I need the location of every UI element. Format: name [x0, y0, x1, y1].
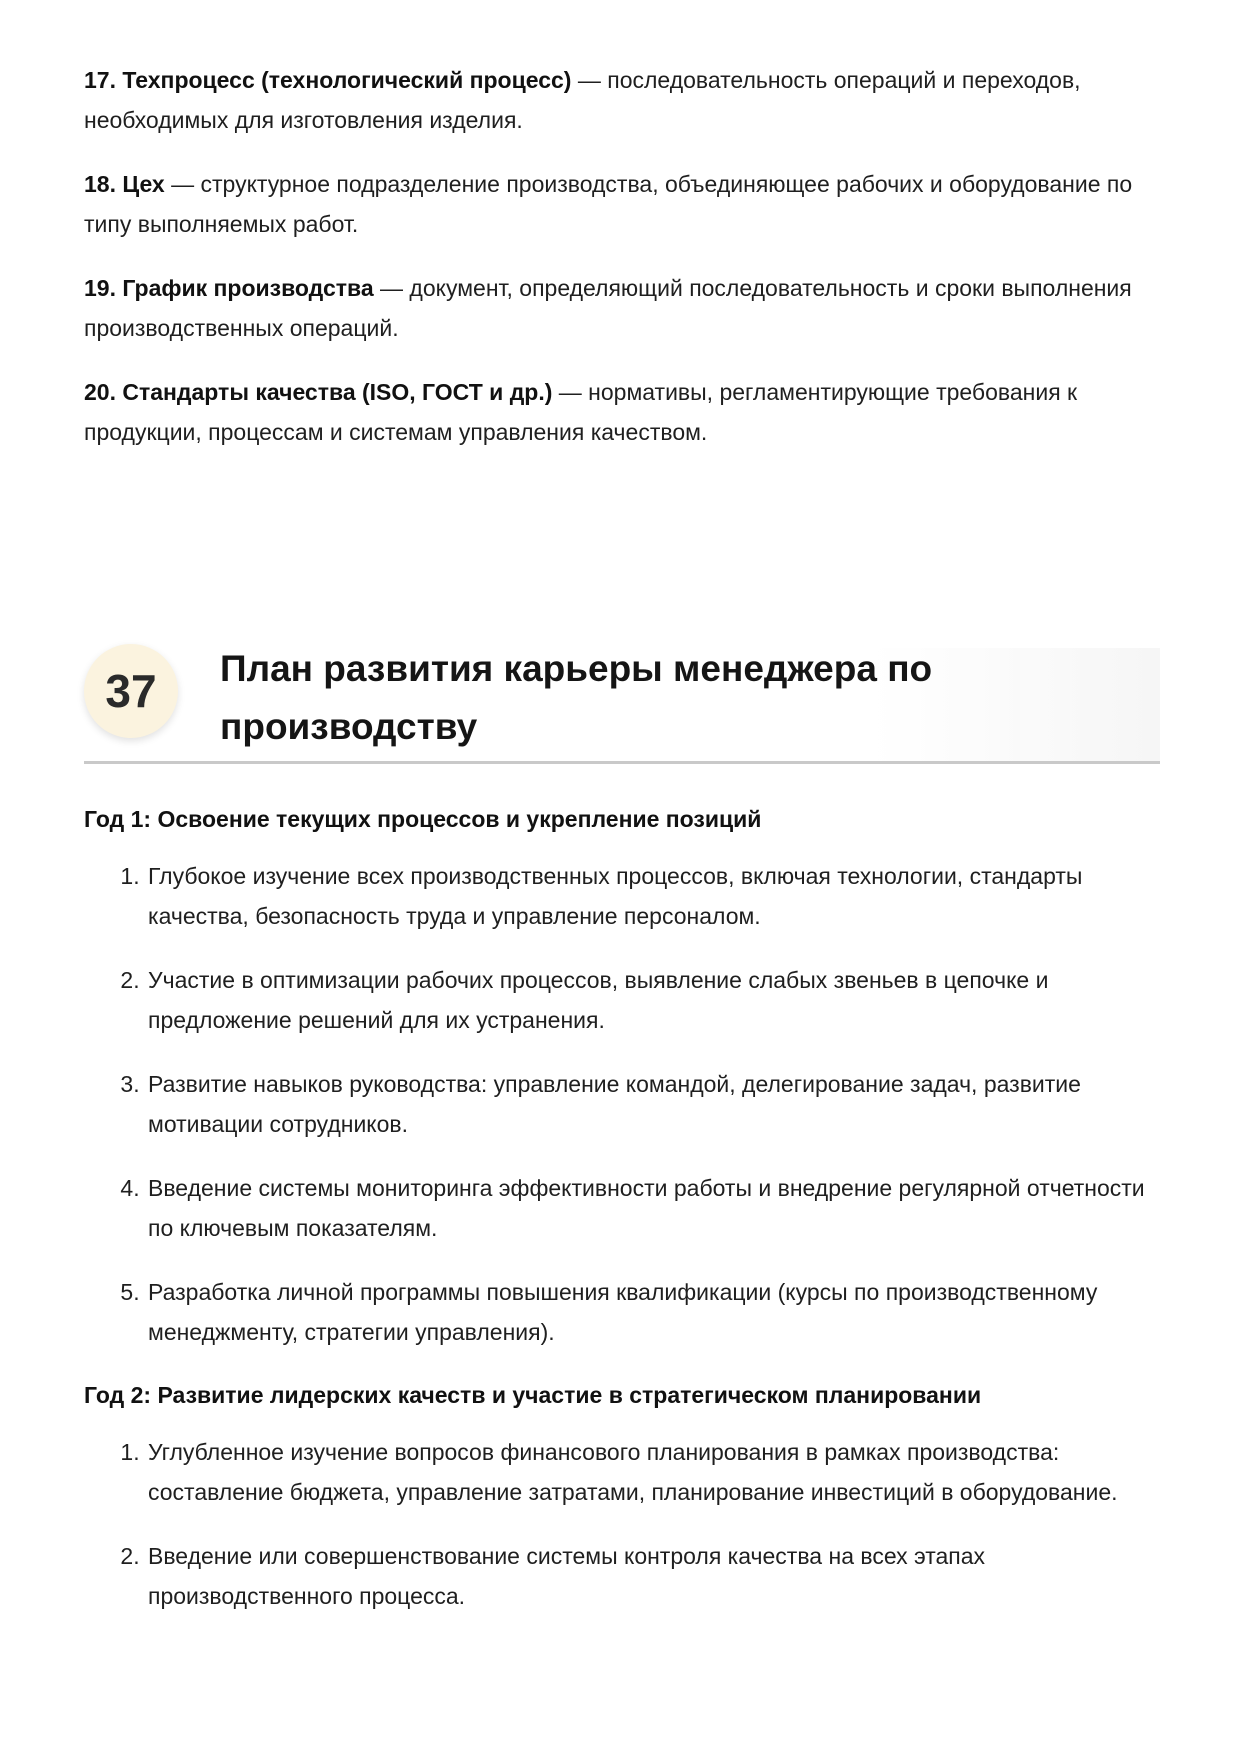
definition-text: — структурное подразделение производства, объединяющее рабочих и оборудование по типу выполняемых работ.: [84, 171, 1133, 237]
list-item: 1. Углубленное изучение вопросов финансового планирования в рамках производства: составление бюджета, управление затратами, планирование инвестиций в оборудование.: [146, 1432, 1164, 1512]
section-title: План развития карьеры менеджера по производству: [220, 648, 933, 747]
list-item: 5. Разработка личной программы повышения квалификации (курсы по производственному менеджменту, стратегии управления).: [146, 1272, 1164, 1352]
list-item: 3. Развитие навыков руководства: управление командой, делегирование задач, развитие мотивации сотрудников.: [146, 1064, 1164, 1144]
definition-item: [84, 60, 1164, 140]
definitions-list: [84, 60, 1155, 452]
year-2-heading: Год 2: Развитие лидерских качеств и участие в стратегическом планировании: [84, 1382, 982, 1408]
definition-term: 20. Стандарты качества (ISO, ГОСТ и др.): [84, 379, 553, 405]
definition-term: 18. Цех: [84, 171, 165, 197]
list-item: 2. Введение или совершенствование системы контроля качества на всех этапах производственного процесса.: [146, 1536, 1164, 1616]
section-header: [84, 640, 1160, 764]
career-plan: [84, 800, 1164, 1640]
definition-item: [84, 164, 1164, 244]
definition-text: — нормативы, регламентирующие требования к продукции, процессам и системам управления качеством.: [84, 379, 1078, 445]
definition-item: [84, 372, 1164, 452]
definition-text: — документ, определяющий последовательность и сроки выполнения производственных операций.: [84, 275, 1132, 341]
year-1-heading: Год 1: Освоение текущих процессов и укрепление позиций: [84, 806, 762, 832]
list-item: 2. Участие в оптимизации рабочих процессов, выявление слабых звеньев в цепочке и предложение решений для их устранения.: [146, 960, 1164, 1040]
definition-item: [84, 268, 1164, 348]
year-2-task-list: [84, 1432, 1164, 1616]
definition-term: 19. График производства: [84, 275, 374, 301]
definition-term: 17. Техпроцесс (технологический процесс): [84, 67, 572, 93]
list-item: 1. Глубокое изучение всех производственных процессов, включая технологии, стандарты качества, безопасность труда и управление персоналом.: [146, 856, 1164, 936]
section-number-badge: 37: [84, 644, 178, 738]
definition-text: — последовательность операций и переходов, необходимых для изготовления изделия.: [84, 67, 1081, 133]
year-1-task-list: [84, 856, 1164, 1352]
list-item: 4. Введение системы мониторинга эффективности работы и внедрение регулярной отчетности по ключевым показателям.: [146, 1168, 1164, 1248]
